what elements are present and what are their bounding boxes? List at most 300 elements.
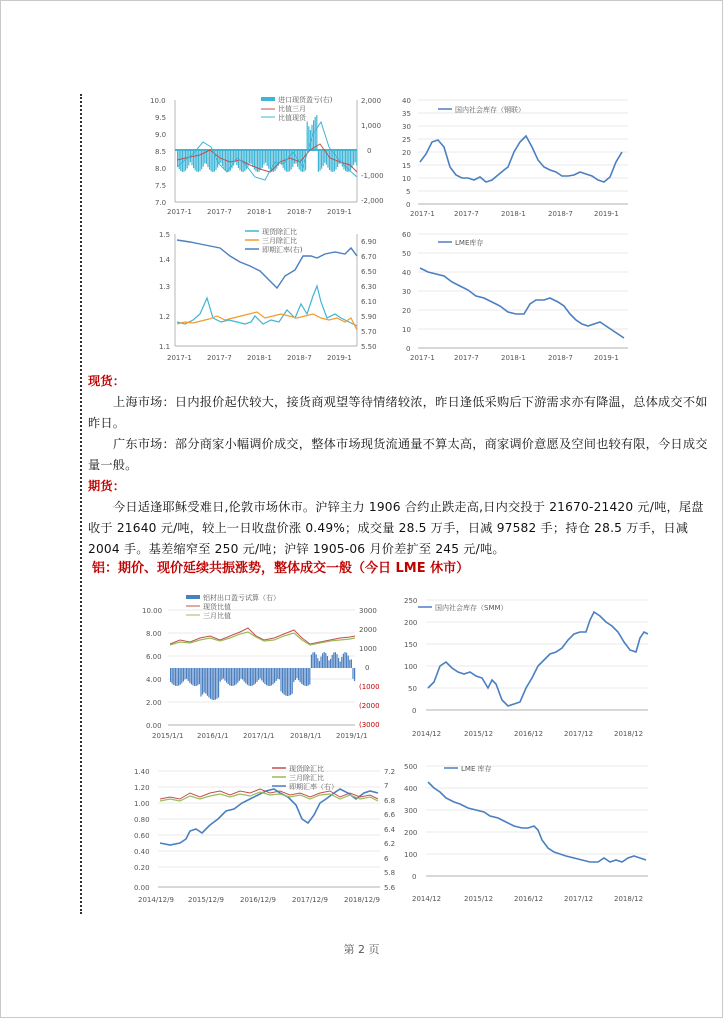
bar-mark [348,150,349,172]
al-fx-y-left [134,768,150,892]
y-tick: 2.00 [146,699,162,707]
al-fx-three-month-line [160,792,378,801]
bar-mark [170,668,171,682]
bar-mark [321,150,322,169]
bar-mark [194,668,195,686]
bar-mark [306,668,307,686]
bar-mark [226,668,227,683]
bar-mark [277,668,278,679]
y-tick: 6.10 [361,298,377,306]
bar-mark [308,668,309,686]
y-tick: 10 [402,175,411,183]
x-tick: 2015/12 [464,895,494,903]
futures-heading: 期货： [88,479,126,493]
zn-ratio-x-axis [167,208,352,216]
x-tick: 2015/12 [464,730,494,738]
x-tick: 2018/12/9 [344,896,380,904]
y-tick: 0 [365,664,370,672]
y-tick: 0 [406,345,411,353]
spot-shanghai-paragraph: 上海市场：日内报价起伏较大，接货商观望等待情绪较浓，昨日逢低采购后下游需求亦有降温，总体成交不如昨日。 [88,395,708,430]
bar-mark [300,668,301,682]
bar-mark [231,668,232,686]
legend-label: 比值现货 [278,114,306,122]
bar-mark [189,668,190,683]
bar-mark [217,150,218,168]
y-tick: 6.8 [384,797,396,805]
x-tick: 2017-1 [410,354,435,362]
x-tick: 2017-1 [410,210,435,218]
bar-mark [294,150,295,164]
y-tick: 5 [406,188,411,196]
bar-mark [209,150,210,170]
bar-mark [215,150,216,170]
bar-mark [251,150,252,164]
bar-mark [329,150,330,170]
y-tick: 50 [408,685,417,693]
y-tick: 0 [367,147,372,155]
x-tick: 2019-1 [594,354,619,362]
spot-heading: 现货： [88,374,126,388]
bar-mark [352,668,353,679]
x-tick: 2017/12/9 [292,896,328,904]
y-tick: 5.70 [361,328,377,336]
zn-fx-chart [145,226,385,366]
y-tick: 60 [402,231,411,239]
bar-mark [207,150,208,167]
bar-mark [328,660,329,668]
y-tick: 3000 [359,607,377,615]
bar-mark [290,668,291,695]
bar-mark [252,150,253,167]
bar-mark [312,652,313,668]
y-tick: 400 [404,785,418,793]
bar-mark [351,659,352,668]
zn-lme-chart [398,226,633,366]
al-ratio-x-axis [152,732,367,740]
bar-mark [264,668,265,684]
zn-fx-y-left [159,231,171,351]
al-fx-x-axis [138,896,380,904]
x-tick: 2016/12 [514,895,544,903]
bar-mark [279,150,280,163]
al-social-x-axis [412,730,643,738]
bar-mark [288,668,289,696]
y-tick: 40 [402,97,411,105]
bar-mark [196,150,197,172]
bar-mark [287,150,288,172]
y-tick: 6.6 [384,811,396,819]
bar-mark [287,668,288,696]
y-tick: (3000 [359,721,380,729]
y-tick: 7 [384,782,389,790]
al-social-legend [418,603,508,612]
x-tick: 2017/12 [564,895,594,903]
bar-mark [331,150,332,172]
bar-mark [327,150,328,168]
bar-mark [234,668,235,685]
bar-mark [311,655,312,668]
bar-mark [202,668,203,695]
bar-mark [324,652,325,668]
bar-mark [282,668,283,693]
bar-mark [340,662,341,668]
bar-mark [350,150,351,170]
bar-mark [341,657,342,668]
al-lme-line [428,782,646,862]
bar-mark [319,661,320,668]
bar-mark [203,150,204,167]
bar-mark [188,668,189,681]
legend-label: 现货除汇比 [262,228,297,236]
bar-mark [268,668,269,686]
y-tick: 1.4 [159,256,171,264]
bar-mark [201,150,202,169]
margin-dotted-line [80,94,82,914]
y-tick: 50 [402,250,411,258]
bar-mark [299,150,300,169]
bar-mark [195,150,196,170]
x-tick: 2014/12/9 [138,896,174,904]
bar-mark [216,668,217,699]
al-ratio-bars [170,652,355,700]
bar-mark [353,150,354,165]
zn-social-chart [398,92,633,222]
legend-label: 进口现货盈亏(右) [278,96,333,104]
bar-mark [229,668,230,685]
page-number: 第 2 页 [343,943,380,956]
y-tick: 0 [406,201,411,209]
bar-mark [323,150,324,166]
zn-ratio-chart [145,92,385,222]
bar-mark [320,657,321,668]
legend-label: 铝材出口盈亏试算（右） [203,594,280,602]
bar-mark [191,668,192,684]
bar-mark [304,668,305,686]
bar-mark [260,150,261,170]
y-tick: 500 [404,763,418,771]
y-tick: (2000 [359,702,380,710]
zn-lme-x-axis [410,354,619,362]
bar-mark [250,668,251,686]
bar-mark [274,668,275,683]
al-fx-y-right [384,768,396,892]
y-tick: 7.2 [384,768,396,776]
zn-social-y-axis [402,97,411,209]
y-tick: 0 [412,873,417,881]
y-tick: 0.00 [134,884,150,892]
bar-mark [212,150,213,172]
zn-ratio-y-right [361,97,384,205]
bar-mark [298,668,299,680]
bar-mark [261,668,262,680]
y-tick: 200 [404,619,418,627]
bar-mark [172,668,173,684]
y-tick: 0.80 [134,816,150,824]
bar-mark [333,652,334,668]
x-tick: 2019-1 [327,354,352,362]
bar-mark [345,150,346,171]
bar-mark [210,668,211,699]
bar-mark [240,668,241,679]
y-tick: 9.5 [155,114,167,122]
x-tick: 2018-7 [548,210,573,218]
x-tick: 2017/12 [564,730,594,738]
bar-mark [281,150,282,165]
bar-mark [205,668,206,694]
y-tick: 2,000 [361,97,382,105]
bar-mark [322,653,323,668]
y-tick: 20 [402,307,411,315]
bar-mark [276,668,277,681]
y-tick: 8.00 [146,630,162,638]
legend-label: 三月比值 [203,612,231,620]
y-tick: 1.00 [134,800,150,808]
y-tick: 2000 [359,626,377,634]
bar-mark [181,668,182,683]
bar-mark [262,150,263,168]
x-tick: 2016/12/9 [240,896,276,904]
bar-mark [270,150,271,171]
y-tick: 0 [412,707,417,715]
bar-mark [220,668,221,682]
y-tick: 6.30 [361,283,377,291]
bar-mark [343,654,344,668]
x-tick: 2018/12 [614,730,644,738]
zn-fx-y-right [361,238,377,351]
legend-label: 现货除汇比 [289,765,324,773]
bar-mark [303,668,304,685]
bar-mark [280,668,281,691]
bar-mark [223,668,224,679]
x-tick: 2018-1 [501,210,526,218]
bar-mark [252,668,253,686]
bar-mark [296,668,297,678]
al-social-line [428,612,648,706]
y-tick: 9.0 [155,131,167,139]
bar-mark [314,652,315,668]
x-tick: 2014/12 [412,895,442,903]
bar-mark [186,668,187,679]
bar-mark [224,668,225,681]
y-tick: 1.20 [134,784,150,792]
legend-label: 即期汇率（右） [289,783,338,791]
y-tick: 5.8 [384,869,396,877]
y-tick: 6.70 [361,253,377,261]
bar-mark [183,668,184,681]
y-tick: 0.00 [146,722,162,730]
bar-mark [199,668,200,684]
legend-label: 三月除汇比 [262,237,297,245]
y-tick: 250 [404,597,418,605]
y-tick: 25 [402,136,411,144]
legend-label: 国内社会库存（SMM） [435,604,508,612]
bar-mark [196,668,197,686]
x-tick: 2018-7 [548,354,573,362]
bar-mark [184,668,185,679]
bar-mark [354,668,355,681]
al-lme-chart [398,758,653,908]
x-tick: 2018-1 [247,208,272,216]
al-lme-legend [444,764,492,773]
bar-mark [178,668,179,686]
x-tick: 2017-7 [454,354,479,362]
x-tick: 2017-7 [454,210,479,218]
zn-social-x-axis [410,210,619,218]
legend-label: 三月除汇比 [289,774,324,782]
bar-mark [263,668,264,682]
y-tick: 6.2 [384,840,396,848]
x-tick: 2019-1 [594,210,619,218]
bar-mark [218,668,219,697]
bar-mark [315,117,316,150]
bar-mark [272,668,273,684]
x-tick: 2017-7 [207,208,232,216]
bar-mark [283,150,284,168]
al-social-chart [398,592,653,742]
y-tick: 7.5 [155,182,167,190]
bar-mark [284,668,285,695]
y-tick: 1.5 [159,231,171,239]
y-tick: 40 [402,269,411,277]
spot-guangdong-paragraph: 广东市场：部分商家小幅调价成交，整体市场现货流通量不算太高，商家调价意愿及空间也较有限，今日成交量一般。 [88,437,708,472]
bar-mark [267,150,268,166]
bar-mark [249,150,250,164]
zn-lme-y-axis [402,231,411,353]
bar-mark [318,150,319,172]
al-ratio-chart [130,590,385,745]
x-tick: 2018-7 [287,208,312,216]
y-tick: 0.20 [134,864,150,872]
y-tick: 100 [404,851,418,859]
zinc-text-block [88,371,708,560]
bar-mark [239,668,240,681]
legend-label: 国内社会库存（钢联） [455,106,525,114]
y-tick: 6.50 [361,268,377,276]
bar-mark [211,150,212,171]
y-tick: 1.2 [159,313,171,321]
zn-ratio-legend [261,95,333,122]
bar-mark [285,668,286,696]
bar-mark [242,668,243,680]
bar-mark [208,668,209,698]
bar-mark [325,653,326,668]
bar-mark [302,150,303,172]
bar-mark [213,668,214,700]
al-fx-chart [130,763,398,911]
futures-paragraph: 今日适逢耶稣受难日,伦敦市场休市。沪锌主力 1906 合约止跌走高,日内交投于 21670-21420 元/吨，尾盘收于 21640 元/吨，较上一日收盘价涨 0.49%；成交量 28.5 万手，日减 97582 手；持仓 28.5 万手，日减 2004 手。基差缩窄至 250 元/吨；沪锌 1905-06 月价差扩至 245 元/吨。 [88,500,704,556]
bar-mark [244,668,245,682]
bar-mark [256,668,257,682]
x-tick: 2017/1/1 [243,732,275,740]
bar-mark [266,668,267,685]
x-tick: 2019/1/1 [336,732,368,740]
y-tick: 150 [404,641,418,649]
bar-mark [268,150,269,169]
al-lme-x-axis [412,895,643,903]
y-tick: 30 [402,123,411,131]
y-tick: 0.40 [134,848,150,856]
al-ratio-legend [186,593,280,620]
y-tick: 200 [404,829,418,837]
bar-mark [247,668,248,685]
al-lme-y-axis [404,763,417,881]
bar-mark [292,668,293,694]
bar-mark [204,668,205,692]
bar-mark [351,150,352,168]
bar-mark [182,150,183,172]
y-tick: 10 [402,326,411,334]
bar-mark [344,652,345,668]
y-tick: 1.1 [159,343,171,351]
bar-mark [271,668,272,685]
bar-mark [332,655,333,668]
y-tick: 6.00 [146,653,162,661]
bar-mark [212,668,213,700]
bar-mark [258,668,259,680]
bar-mark [356,150,357,166]
y-tick: (1000 [359,683,380,691]
bar-mark [349,660,350,668]
bar-mark [355,150,356,162]
bar-mark [307,121,308,150]
y-tick: 15 [402,162,411,170]
y-tick: 35 [402,110,411,118]
y-tick: 10.00 [142,607,163,615]
zn-fx-legend [245,227,303,254]
bar-mark [180,668,181,685]
legend-label: 现货比值 [203,603,231,611]
legend-label: LME 库存 [461,765,492,773]
zn-ratio-y-left [150,97,166,207]
bar-mark [228,668,229,684]
x-tick: 2017-1 [167,354,192,362]
bar-mark [343,150,344,169]
y-tick: 1.40 [134,768,150,776]
bar-mark [316,654,317,668]
bar-mark [269,668,270,686]
bar-mark [348,656,349,668]
y-tick: 0.60 [134,832,150,840]
bar-mark [335,652,336,668]
y-tick: 8.5 [155,148,167,156]
aluminium-section-title: 铝：期价、现价延续共振涨势，整体成交一般（今日 LME 休市） [92,561,470,576]
bar-mark [255,668,256,684]
x-tick: 2019-1 [327,208,352,216]
y-tick: 20 [402,149,411,157]
bar-mark [327,656,328,668]
bar-mark [176,668,177,686]
bar-mark [279,668,280,679]
bar-mark [309,668,310,685]
y-tick: 30 [402,288,411,296]
bar-mark [220,150,221,163]
bar-mark [237,668,238,683]
y-tick: 4.00 [146,676,162,684]
x-tick: 2018-7 [287,354,312,362]
bar-mark [289,150,290,171]
bar-mark [173,668,174,685]
bar-mark [236,668,237,684]
x-tick: 2017-7 [207,354,232,362]
legend-label: LME库存 [455,239,484,247]
y-tick: 300 [404,807,418,815]
bar-mark [221,668,222,680]
y-tick: 5.50 [361,343,377,351]
y-tick: 7.0 [155,199,167,207]
bar-mark [346,653,347,668]
y-tick: -2,000 [361,197,384,205]
y-tick: 10.0 [150,97,166,105]
